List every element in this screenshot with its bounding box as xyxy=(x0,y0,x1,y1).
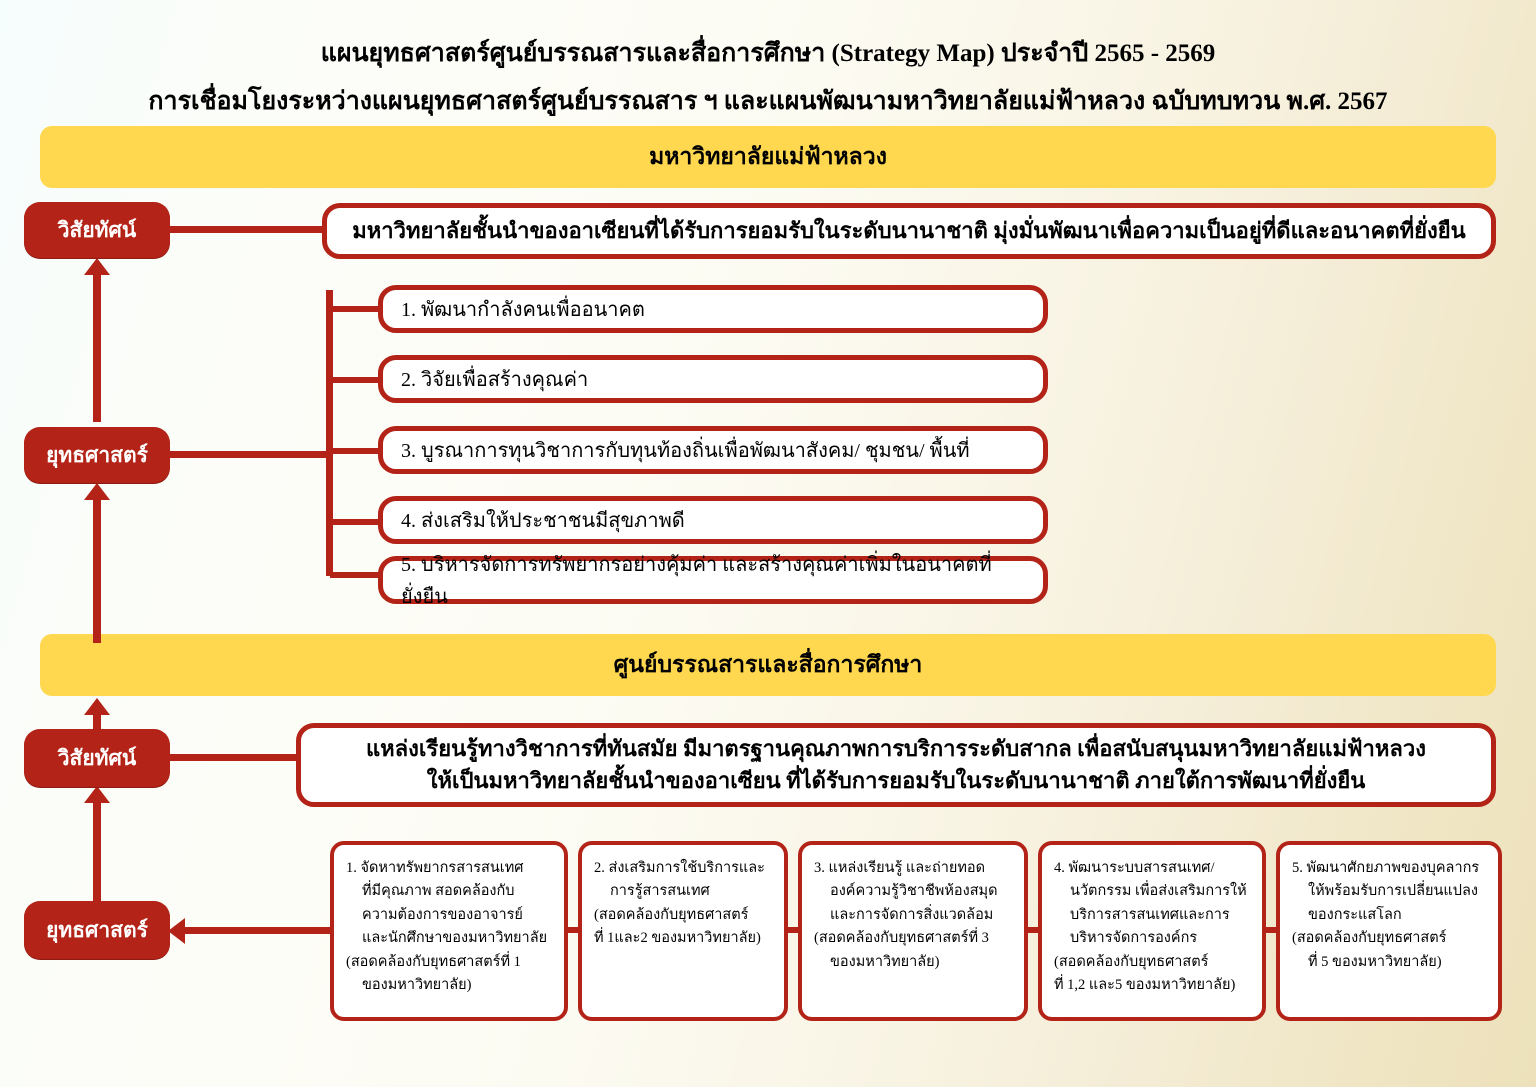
connector-uni-strategy-bus xyxy=(326,290,333,576)
university-band xyxy=(40,126,1496,188)
connector-branch-uni-3 xyxy=(330,448,382,454)
university-strategy-pill[interactable] xyxy=(24,427,170,483)
center-strategy-3-line-3: และการจัดการสิ่งแวดล้อม xyxy=(830,906,994,923)
center-strategy-1-line-4: และนักศึกษาของมหาวิทยาลัย xyxy=(362,930,548,947)
center-strategy-pill[interactable] xyxy=(24,901,170,959)
connector-center-vision-to-box xyxy=(168,754,300,761)
center-strategy-5-line-4: (สอดคล้องกับยุทธศาสตร์ xyxy=(1292,930,1447,947)
university-strategy-box-2 xyxy=(378,355,1048,403)
university-strategy-label-3: 3. บูรณาการทุนวิชาการกับทุนท้องถิ่นเพื่อพัฒนาสังคม/ ชุมชน/ พื้นที่ xyxy=(401,440,970,462)
center-vision-box xyxy=(296,723,1496,807)
connector-branch-uni-1 xyxy=(330,306,382,312)
connector-branch-uni-5 xyxy=(330,572,382,578)
center-strategy-box-3 xyxy=(798,841,1028,1021)
university-strategy-label-4: 4. ส่งเสริมให้ประชาชนมีสุขภาพดี xyxy=(401,510,685,532)
university-strategy-label-2: 2. วิจัยเพื่อสร้างคุณค่า xyxy=(401,369,589,391)
center-strategy-box-5 xyxy=(1276,841,1502,1021)
university-band-label: มหาวิทยาลัยแม่ฟ้าหลวง xyxy=(649,144,887,169)
arrow-up-to-uni-strategy xyxy=(84,483,110,500)
page-title-line-2: การเชื่อมโยงระหว่างแผนยุทธศาสตร์ศูนย์บรรณสาร ฯ และแผนพัฒนามหาวิทยาลัยแม่ฟ้าหลวง ฉบับทบทวน พ.ศ. 2567 xyxy=(148,88,1388,115)
center-strategy-4-line-1: 4. พัฒนาระบบสารสนเทศ/ xyxy=(1054,860,1215,876)
university-strategy-label-1: 1. พัฒนากำลังคนเพื่ออนาคต xyxy=(401,299,645,321)
center-strategy-1-line-1: 1. จัดหาทรัพยากรสารสนเทศ xyxy=(346,860,524,876)
center-strategy-5-line-5: ที่ 5 ของมหาวิทยาลัย) xyxy=(1308,953,1442,970)
center-strategy-3-line-2: องค์ความรู้วิชาชีพห้องสมุด xyxy=(830,883,998,900)
arrow-up-to-uni-vision xyxy=(84,258,110,275)
center-strategy-1-line-5: (สอดคล้องกับยุทธศาสตร์ที่ 1 xyxy=(346,953,521,970)
connector-center-to-uni-strategy xyxy=(93,497,101,643)
connector-center-strategy-to-bus xyxy=(184,927,330,934)
university-vision-box xyxy=(322,203,1496,259)
arrow-left-to-center-strategy xyxy=(168,918,185,944)
connector-uni-vision-to-box xyxy=(168,226,328,233)
university-strategy-box-1 xyxy=(378,285,1048,333)
university-vision-pill[interactable] xyxy=(24,202,170,258)
center-strategy-3-line-4: (สอดคล้องกับยุทธศาสตร์ที่ 3 xyxy=(814,930,989,947)
center-band-label: ศูนย์บรรณสารและสื่อการศึกษา xyxy=(613,652,923,677)
university-strategy-pill-label: ยุทธศาสตร์ xyxy=(46,442,148,467)
center-strategy-2-line-2: การรู้สารสนเทศ xyxy=(610,883,710,900)
arrow-up-to-center-vision xyxy=(84,786,110,803)
center-band xyxy=(40,634,1496,696)
center-strategy-4-line-5: (สอดคล้องกับยุทธศาสตร์ xyxy=(1054,953,1209,970)
center-strategy-4-line-2: นวัตกรรม เพื่อส่งเสริมการให้ xyxy=(1070,883,1247,900)
center-strategy-1-line-3: ความต้องการของอาจารย์ xyxy=(362,906,523,923)
center-strategy-1-line-6: ของมหาวิทยาลัย) xyxy=(362,977,472,994)
connector-branch-uni-2 xyxy=(330,377,382,383)
center-strategy-3-line-5: ของมหาวิทยาลัย) xyxy=(830,953,940,970)
center-vision-line-2: ให้เป็นมหาวิทยาลัยชั้นนำของอาเซียน ที่ได้รับการยอมรับในระดับนานาชาติ ภายใต้การพัฒนาที่ยั่งยืน xyxy=(426,768,1366,793)
center-strategy-pill-label: ยุทธศาสตร์ xyxy=(46,917,148,942)
center-strategy-4-line-6: ที่ 1,2 และ5 ของมหาวิทยาลัย) xyxy=(1054,977,1236,994)
center-vision-pill-label: วิสัยทัศน์ xyxy=(57,745,137,770)
university-strategy-box-3 xyxy=(378,426,1048,474)
center-strategy-4-line-4: บริหารจัดการองค์กร xyxy=(1070,930,1198,947)
university-strategy-box-4 xyxy=(378,496,1048,544)
connector-uni-strategy-to-bus xyxy=(168,451,330,458)
university-strategy-label-5: 5. บริหารจัดการทรัพยากรอย่างคุ้มค่า และสร้างคุณค่าเพิ่มในอนาคตที่ยั่งยืน xyxy=(401,554,992,608)
center-strategy-5-line-2: ให้พร้อมรับการเปลี่ยนแปลง xyxy=(1308,883,1478,900)
connector-center-strategy-to-vision xyxy=(93,800,101,905)
connector-uni-vision-spine xyxy=(93,272,101,422)
center-strategy-box-2 xyxy=(578,841,788,1021)
center-strategy-5-line-3: ของกระแสโลก xyxy=(1308,906,1402,923)
center-vision-line-1: แหล่งเรียนรู้ทางวิชาการที่ทันสมัย มีมาตรฐานคุณภาพการบริการระดับสากล เพื่อสนับสนุนมหาวิทยาลัยแม่ฟ้าหลวง xyxy=(366,736,1426,762)
center-vision-pill[interactable] xyxy=(24,729,170,787)
university-vision-pill-label: วิสัยทัศน์ xyxy=(57,217,137,242)
center-strategy-2-line-1: 2. ส่งเสริมการใช้บริการและ xyxy=(594,860,765,876)
connector-branch-uni-4 xyxy=(330,519,382,525)
center-strategy-5-line-1: 5. พัฒนาศักยภาพของบุคลากร xyxy=(1292,860,1480,876)
center-strategy-2-line-3: (สอดคล้องกับยุทธศาสตร์ xyxy=(594,906,749,923)
center-strategy-1-line-2: ที่มีคุณภาพ สอดคล้องกับ xyxy=(362,883,515,900)
center-strategy-3-line-1: 3. แหล่งเรียนรู้ และถ่ายทอด xyxy=(814,860,986,876)
center-strategy-2-line-4: ที่ 1และ2 ของมหาวิทยาลัย) xyxy=(594,930,761,947)
center-strategy-box-1 xyxy=(330,841,568,1021)
center-strategy-box-4 xyxy=(1038,841,1266,1021)
center-strategy-4-line-3: บริการสารสนเทศและการ xyxy=(1070,906,1230,923)
university-strategy-box-5 xyxy=(378,554,1048,608)
arrow-up-to-center-band xyxy=(84,698,110,715)
page-title-line-1: แผนยุทธศาสตร์ศูนย์บรรณสารและสื่อการศึกษา (Strategy Map) ประจำปี 2565 - 2569 xyxy=(320,40,1216,67)
university-vision-text: มหาวิทยาลัยชั้นนำของอาเซียนที่ได้รับการยอมรับในระดับนานาชาติ มุ่งมั่นพัฒนาเพื่อความเป็นอยู่ที่ดีและอนาคตที่ยั่งยืน xyxy=(352,218,1466,244)
